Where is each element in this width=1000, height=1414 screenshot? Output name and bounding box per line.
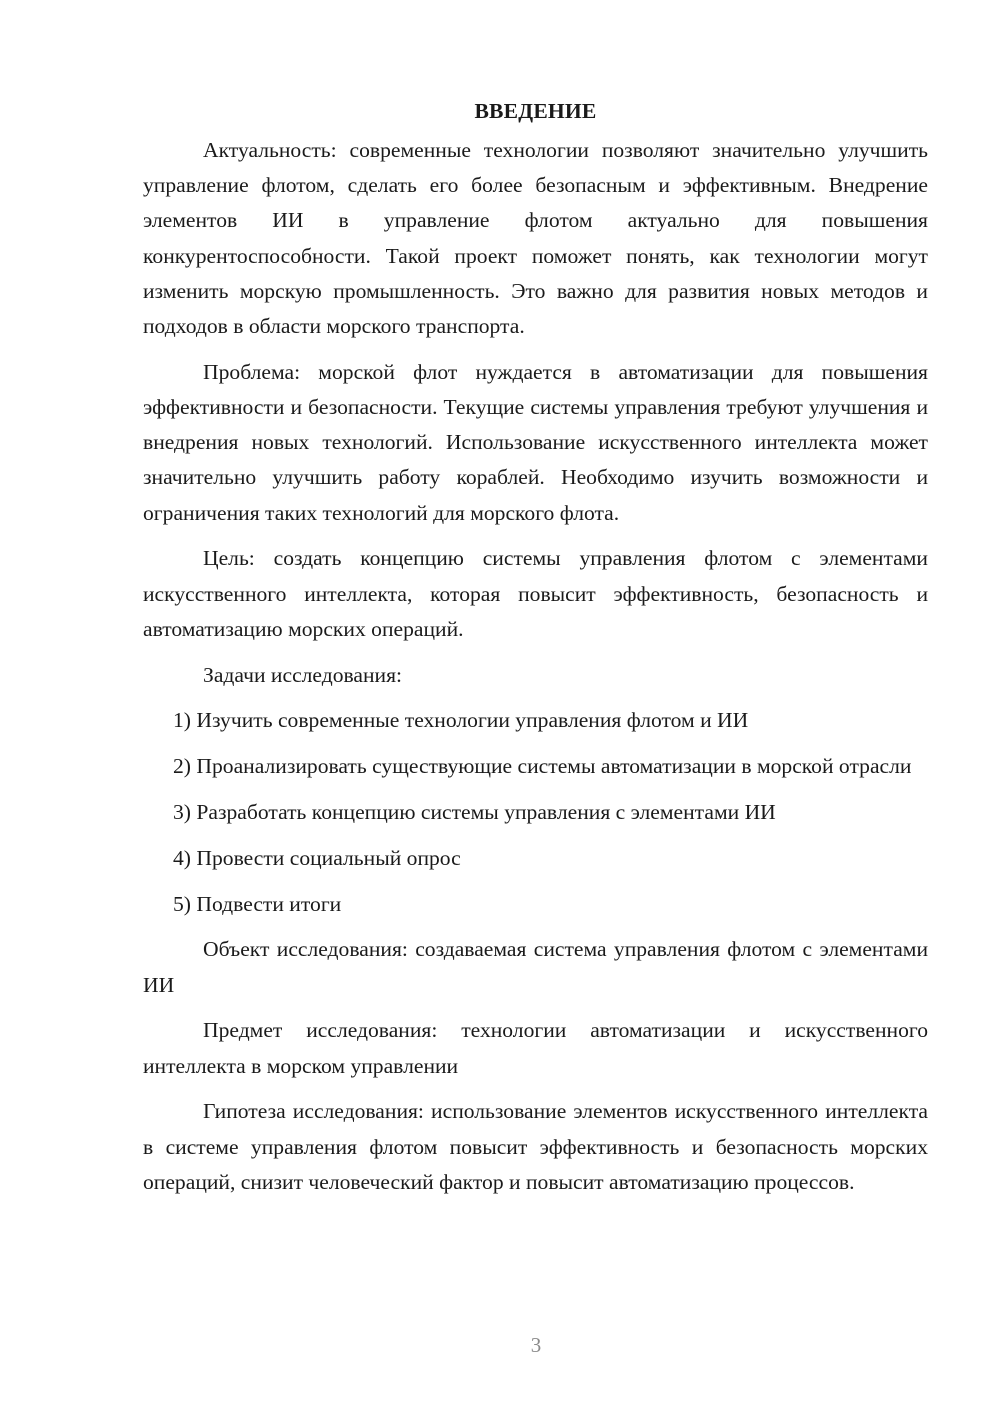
paragraph-problem: Проблема: морской флот нуждается в автоматизации для повышения эффективности и безопасности. Текущие системы управления требуют улучшения и внедрения новых технологий. Использование искусственного интеллекта может значительно улучшить работу кораблей. Необходимо изучить возможности и ограничения таких технологий для морского флота. [143,359,928,525]
task-item-5: 5) Подвести итоги [173,891,342,916]
section-title: ВВЕДЕНИЕ [474,99,597,123]
paragraph-relevance: Актуальность: современные технологии позволяют значительно улучшить управление флотом, сделать его более безопасным и эффективным. Внедрение элементов ИИ в управление флотом актуально для повышения конкурентоспособности. Такой проект поможет понять, как технологии могут изменить морскую промышленность. Это важно для развития новых методов и подходов в области морского транспорта. [143,138,928,339]
task-item-4: 4) Провести социальный опрос [173,845,461,870]
paragraph-goal: Цель: создать концепцию системы управления флотом с элементами искусственного интеллекта, которая повысит эффективность, безопасность и автоматизацию морских операций. [143,546,928,641]
task-item-1: 1) Изучить современные технологии управления флотом и ИИ [173,708,749,733]
page-number: 3 [530,1333,542,1357]
paragraph-subject: Предмет исследования: технологии автоматизации и искусственного интеллекта в морском управлении [143,1018,928,1078]
task-item-2: 2) Проанализировать существующие системы автоматизации в морской отрасли [173,754,912,779]
document-page [143,96,928,1200]
paragraph-object: Объект исследования: создаваемая система управления флотом с элементами ИИ [143,937,928,997]
paragraph-hypothesis: Гипотеза исследования: использование элементов искусственного интеллекта в системе управления флотом повысит эффективность и безопасность морских операций, снизит человеческий фактор и повысит автоматизацию процессов. [143,1099,928,1194]
task-item-3: 3) Разработать концепцию системы управления с элементами ИИ [173,800,776,825]
paragraph-tasks-heading: Задачи исследования: [203,662,403,687]
